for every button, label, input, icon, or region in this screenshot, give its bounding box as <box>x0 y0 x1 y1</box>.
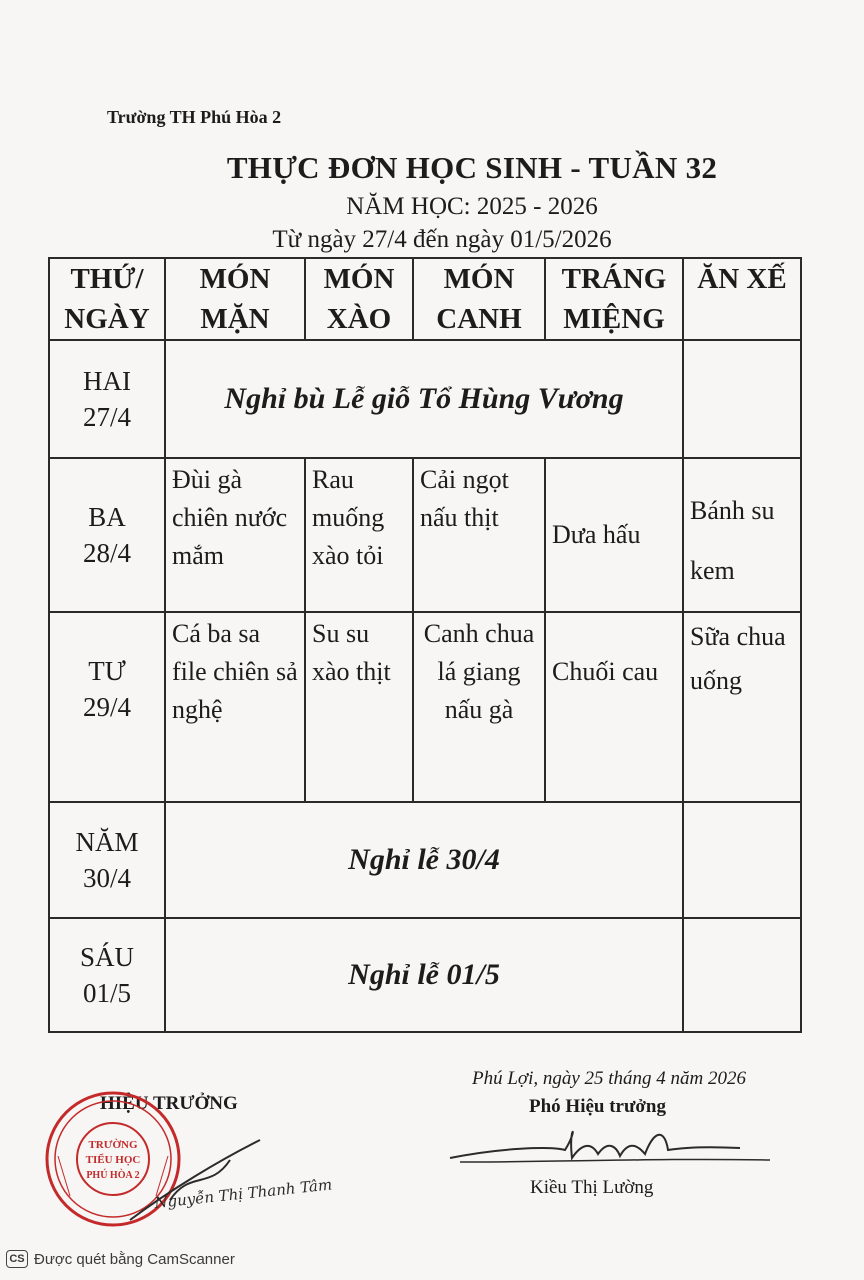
vice-principal-title: Phó Hiệu trưởng <box>529 1096 666 1117</box>
table-row <box>49 918 801 1032</box>
place-date: Phú Lợi, ngày 25 tháng 4 năm 2026 <box>472 1068 747 1089</box>
svg-text:TRƯỜNG: TRƯỜNG <box>88 1139 138 1151</box>
xao-cell: Rau muống xào tỏi <box>305 458 413 612</box>
day-cell: HAI 27/4 <box>49 340 165 458</box>
day-cell: TƯ 29/4 <box>49 612 165 802</box>
table-row <box>49 458 801 612</box>
principal-title: HIỆU TRƯỞNG <box>100 1093 238 1114</box>
header-trang-mieng: TRÁNG MIỆNG <box>545 258 683 340</box>
table-row <box>49 802 801 918</box>
school-year: NĂM HỌC: 2025 - 2026 <box>346 193 598 220</box>
principal-signature <box>110 1130 340 1240</box>
scanner-footer <box>6 1250 235 1268</box>
trang-mieng-cell: Dưa hấu <box>545 458 683 612</box>
canh-cell: Cải ngọt nấu thịt <box>413 458 545 612</box>
an-xe-cell: Bánh su kem <box>683 458 801 612</box>
header-row <box>49 258 801 340</box>
date-range: Từ ngày 27/4 đến ngày 01/5/2026 <box>272 226 612 253</box>
svg-text:TIỂU HỌC: TIỂU HỌC <box>85 1154 141 1166</box>
empty-cell <box>683 802 801 918</box>
page-title: THỰC ĐƠN HỌC SINH - TUẦN 32 <box>226 150 718 185</box>
svg-text:Nguyễn Thị Thanh Tâm: Nguyễn Thị Thanh Tâm <box>153 1175 333 1212</box>
table-row <box>49 612 801 802</box>
header-man: MÓN MẶN <box>165 258 305 340</box>
man-cell: Cá ba sa file chiên sả nghệ <box>165 612 305 802</box>
header-an-xe: ĂN XẾ <box>683 258 801 340</box>
school-name: Trường TH Phú Hòa 2 <box>107 107 282 127</box>
xao-cell: Su su xào thịt <box>305 612 413 802</box>
trang-mieng-cell: Chuối cau <box>545 612 683 802</box>
day-cell: BA 28/4 <box>49 458 165 612</box>
canh-cell: Canh chua lá giang nấu gà <box>413 612 545 802</box>
empty-cell <box>683 918 801 1032</box>
holiday-cell: Nghỉ lễ 30/4 <box>165 802 683 918</box>
day-cell: SÁU 01/5 <box>49 918 165 1032</box>
vice-principal-signature <box>440 1118 780 1178</box>
header-canh: MÓN CANH <box>413 258 545 340</box>
holiday-cell: Nghỉ lễ 01/5 <box>165 918 683 1032</box>
day-cell: NĂM 30/4 <box>49 802 165 918</box>
footer-text: Được quét bằng CamScanner <box>34 1250 235 1268</box>
man-cell: Đùi gà chiên nước mắm <box>165 458 305 612</box>
svg-text:PHÚ HÒA 2: PHÚ HÒA 2 <box>86 1170 140 1181</box>
an-xe-cell: Sữa chua uống <box>683 612 801 802</box>
camscanner-icon: CS <box>6 1250 28 1268</box>
header-day: THỨ/ NGÀY <box>49 258 165 340</box>
table-row <box>49 340 801 458</box>
header-xao: MÓN XÀO <box>305 258 413 340</box>
holiday-cell: Nghỉ bù Lễ giỗ Tổ Hùng Vương <box>165 340 683 458</box>
vice-principal-name: Kiều Thị Lường <box>530 1177 654 1198</box>
menu-table <box>48 257 802 1033</box>
empty-cell <box>683 340 801 458</box>
